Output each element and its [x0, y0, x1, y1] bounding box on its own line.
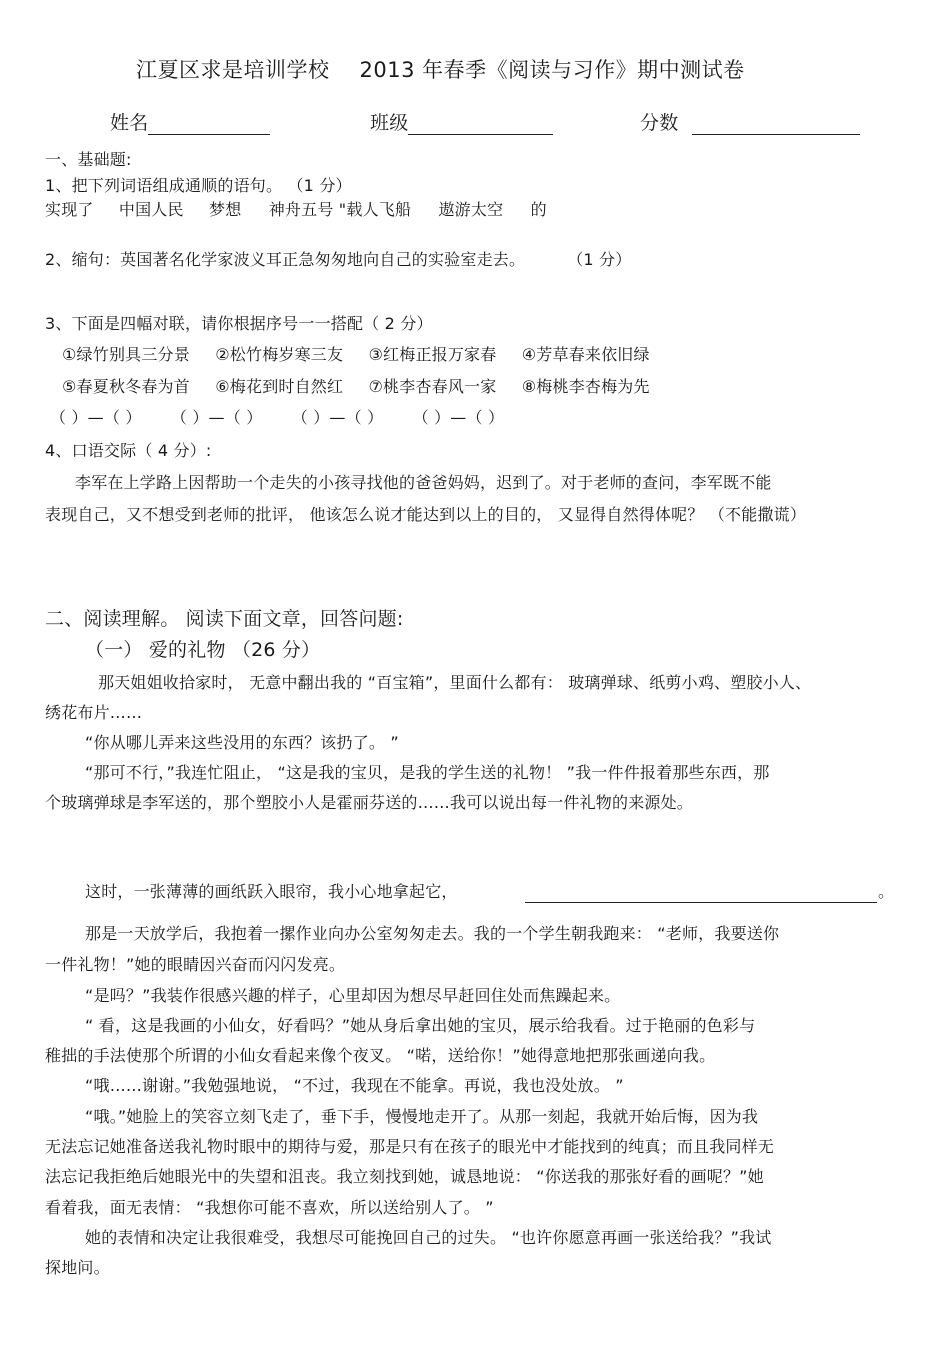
score-group	[640, 111, 860, 135]
q2-score: （1 分）	[567, 250, 632, 269]
name-field[interactable]	[148, 114, 270, 135]
word: 遨游太空	[438, 200, 504, 219]
passage-line: 看着我，面无表情： “我想你可能不喜欢，所以送给别人了。 ”	[45, 1198, 494, 1217]
pair-answer[interactable]: （ ）—（ ）	[170, 408, 263, 427]
q1-words	[45, 200, 547, 220]
q4-prompt: 4、口语交际（ 4 分）:	[45, 441, 212, 460]
passage-line: 法忘记我拒绝后她眼光中的失望和沮丧。我立刻找到她，诚恳地说： “你送我的那张好看的画呢？”她	[45, 1167, 764, 1186]
passage-line: “那可不行，”我连忙阻止， “这是我的宝贝，是我的学生送的礼物！ ”我一件件报着那些东西，那	[85, 763, 770, 782]
part2-heading: 二、阅读理解。 阅读下面文章，回答问题:	[45, 608, 404, 630]
passage-line: “哦……谢谢。”我勉强地说， “不过，我现在不能拿。再说，我也没处放。 ”	[85, 1076, 624, 1095]
word: 神舟五号 "载人飞船	[268, 200, 412, 219]
passage-line: 那是一天放学后，我抱着一摞作业向办公室匆匆走去。我的一个学生朝我跑来： “老师，我要送你	[85, 924, 780, 943]
couplet: ④芳草春来依旧绿	[521, 345, 650, 364]
couplet: ①绿竹别具三分景	[62, 345, 190, 364]
q3-prompt: 3、下面是四幅对联，请你根据序号一一搭配（ 2 分）	[45, 314, 433, 333]
student-info-row	[110, 111, 270, 135]
q2-prompt	[45, 250, 631, 270]
passage-line: “ 看，这是我画的小仙女，好看吗？”她从身后拿出她的宝贝，展示给我看。过于艳丽的色彩与	[85, 1016, 756, 1035]
passage-line: 一件礼物！”她的眼睛因兴奋而闪闪发亮。	[45, 955, 346, 974]
class-group	[370, 111, 553, 135]
passage-line-with-blank	[85, 882, 458, 902]
q4-line: 李军在上学路上因帮助一个走失的小孩寻找他的爸爸妈妈，迟到了。对于老师的查问，李军既不能	[75, 473, 772, 492]
passage-line: 那天姐姐收拾家时， 无意中翻出我的 “百宝箱”，里面什么都有： 玻璃弹球、纸剪小鸡、塑胶小人、	[98, 673, 812, 692]
exam-name: 2013 年春季《阅读与习作》期中测试卷	[359, 58, 745, 82]
pair-answer-row	[50, 408, 504, 428]
couplet: ⑧梅桃李杏梅为先	[521, 377, 650, 396]
passage-line: “你从哪儿弄来这些没用的东西？该扔了。 ”	[85, 733, 399, 752]
passage-line: “哦。”她脸上的笑容立刻飞走了，垂下手，慢慢地走开了。从那一刻起，我就开始后悔，因为我	[85, 1107, 759, 1126]
word: 实现了	[45, 200, 94, 219]
passage-line: “是吗？”我装作很感兴趣的样子，心里却因为想尽早赶回住处而焦躁起来。	[85, 986, 621, 1005]
blank-period: 。	[878, 882, 895, 901]
passage-line: 她的表情和决定让我很难受，我想尽可能挽回自己的过失。 “也许你愿意再画一张送给我？”我试	[85, 1228, 772, 1247]
school-name: 江夏区求是培训学校	[136, 58, 330, 82]
passage-line: 绣花布片……	[45, 703, 143, 722]
couplet: ③红梅正报万家春	[368, 345, 497, 364]
class-field[interactable]	[408, 114, 553, 135]
passage-line: 探地问。	[45, 1258, 110, 1277]
couplet-row-2	[62, 377, 650, 397]
passage-line: 个玻璃弹球是李军送的，那个塑胶小人是霍丽芬送的……我可以说出每一件礼物的来源处。	[45, 793, 694, 812]
fill-in-blank[interactable]	[525, 882, 877, 903]
word: 梦想	[209, 200, 242, 219]
couplet: ⑤春夏秋冬春为首	[62, 377, 190, 396]
word: 的	[530, 200, 547, 219]
couplet-row-1	[62, 345, 650, 365]
exam-title	[136, 57, 745, 83]
q2-text: 2、缩句：英国著名化学家波义耳正急匆匆地向自己的实验室走去。	[45, 250, 526, 269]
pair-answer[interactable]: （ ）—（ ）	[291, 408, 384, 427]
name-label: 姓名	[110, 112, 149, 134]
passage-line: 无法忘记她准备送我礼物时眼中的期待与爱，那是只有在孩子的眼光中才能找到的纯真；而且我同样无	[45, 1137, 775, 1156]
couplet: ②松竹梅岁寒三友	[215, 345, 344, 364]
word: 中国人民	[118, 200, 184, 219]
pair-answer[interactable]: （ ）—（ ）	[50, 408, 142, 427]
couplet: ⑥梅花到时自然红	[215, 377, 344, 396]
class-label: 班级	[370, 112, 409, 134]
q4-line: 表现自己，又不想受到老师的批评， 他该怎么说才能达到以上的目的， 又显得自然得体呢？ （不能撒谎）	[45, 505, 807, 524]
part1-heading: 一、基础题:	[45, 150, 132, 169]
q1-prompt: 1、把下列词语组成通顺的语句。 （1 分）	[45, 176, 352, 195]
passage-text: 这时，一张薄薄的画纸跃入眼帘，我小心地拿起它，	[85, 882, 458, 901]
score-field[interactable]	[692, 114, 860, 135]
passage-title: （一） 爱的礼物 （26 分）	[85, 639, 321, 661]
pair-answer[interactable]: （ ）—（ ）	[412, 408, 505, 427]
passage-line: 稚拙的手法使那个所谓的小仙女看起来像个夜叉。 “喏，送给你！”她得意地把那张画递向我。	[45, 1046, 716, 1065]
score-label: 分数	[640, 112, 679, 134]
couplet: ⑦桃李杏春风一家	[368, 377, 497, 396]
